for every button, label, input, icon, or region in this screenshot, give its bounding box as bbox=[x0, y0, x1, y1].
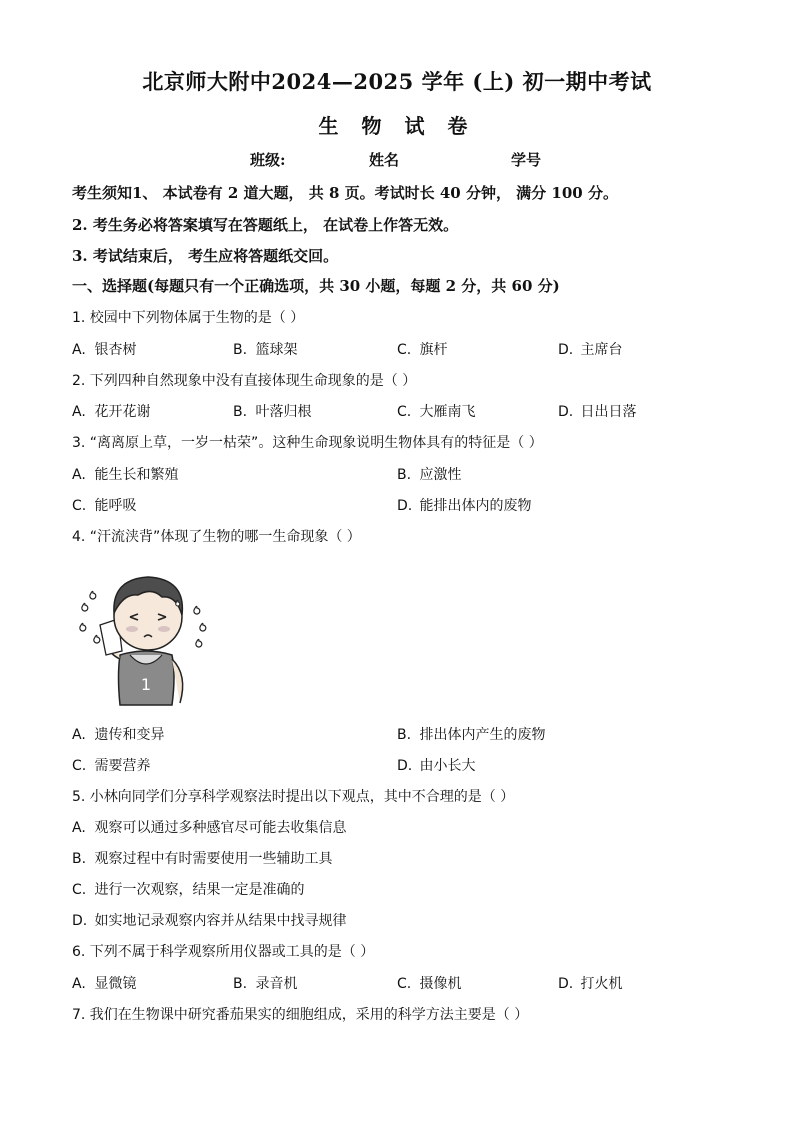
option-text: 大雁南飞 bbox=[419, 404, 476, 420]
class-label: 班级: bbox=[250, 151, 286, 169]
exam-title: 北京师大附中2024—2025 学年 (上) 初一期中考试 bbox=[142, 69, 652, 94]
option-text: 篮球架 bbox=[255, 342, 298, 358]
option-label: B. bbox=[397, 727, 412, 743]
q5-option-d bbox=[72, 910, 346, 930]
question-6-stem: 6. 下列不属于科学观察所用仪器或工具的是（ ） bbox=[72, 944, 375, 960]
option-label: C. bbox=[72, 498, 87, 514]
question-3-stem: 3. “离离原上草，一岁一枯荣”。这种生命现象说明生物体具有的特征是（ ） bbox=[72, 435, 543, 451]
q1-option-c bbox=[397, 339, 447, 359]
notice-line-3: 3. 考试结束后， 考生应将答题纸交回。 bbox=[72, 247, 339, 265]
section-heading: 一、选择题(每题只有一个正确选项，共 30 小题，每题 2 分，共 60 分) bbox=[72, 277, 560, 295]
option-text: 录音机 bbox=[255, 976, 298, 992]
option-label: A. bbox=[72, 976, 86, 992]
question-5-stem: 5. 小林向同学们分享科学观察法时提出以下观点，其中不合理的是（ ） bbox=[72, 789, 515, 805]
q5-option-c bbox=[72, 879, 304, 899]
option-label: C. bbox=[397, 342, 412, 358]
option-text: 由小长大 bbox=[419, 758, 476, 774]
q6-option-a bbox=[72, 973, 136, 993]
q1-option-a bbox=[72, 339, 136, 359]
option-label: A. bbox=[72, 342, 86, 358]
q4-option-d bbox=[397, 755, 475, 775]
q2-option-b bbox=[233, 401, 311, 421]
q3-option-a bbox=[72, 464, 178, 484]
option-text: 进行一次观察，结果一定是准确的 bbox=[94, 882, 305, 898]
option-label: A. bbox=[72, 467, 86, 483]
sweating-boy-figure bbox=[72, 555, 212, 710]
q3-option-d bbox=[397, 495, 531, 515]
option-text: 花开花谢 bbox=[94, 404, 151, 420]
q6-option-d bbox=[558, 973, 622, 993]
option-text: 显微镜 bbox=[94, 976, 137, 992]
option-text: 观察过程中有时需要使用一些辅助工具 bbox=[94, 851, 333, 867]
option-text: 遗传和变异 bbox=[94, 727, 165, 743]
option-label: D. bbox=[558, 976, 574, 992]
option-label: B. bbox=[233, 976, 248, 992]
option-text: 叶落归根 bbox=[255, 404, 312, 420]
q4-option-a bbox=[72, 724, 164, 744]
option-label: D. bbox=[397, 758, 413, 774]
option-text: 摄像机 bbox=[419, 976, 462, 992]
q6-option-c bbox=[397, 973, 461, 993]
option-text: 排出体内产生的废物 bbox=[419, 727, 546, 743]
option-text: 旗杆 bbox=[419, 342, 448, 358]
option-label: A. bbox=[72, 727, 86, 743]
option-text: 能排出体内的废物 bbox=[419, 498, 532, 514]
q5-option-b bbox=[72, 848, 332, 868]
option-text: 银杏树 bbox=[94, 342, 137, 358]
question-7-stem: 7. 我们在生物课中研究番茄果实的细胞组成，采用的科学方法主要是（ ） bbox=[72, 1007, 529, 1023]
q1-option-d bbox=[558, 339, 622, 359]
q1-option-b bbox=[233, 339, 297, 359]
name-label: 姓名 bbox=[369, 151, 400, 169]
q2-option-a bbox=[72, 401, 150, 421]
option-text: 日出日落 bbox=[580, 404, 637, 420]
q2-option-c bbox=[397, 401, 475, 421]
question-4-stem: 4. “汗流浃背”体现了生物的哪一生命现象（ ） bbox=[72, 529, 361, 545]
option-label: D. bbox=[558, 342, 574, 358]
exam-subtitle: 生 物 试 卷 bbox=[318, 114, 476, 138]
option-text: 应激性 bbox=[419, 467, 462, 483]
notice-line-1: 考生须知1、 本试卷有 2 道大题， 共 8 页。考试时长 40 分钟， 满分 100 分。 bbox=[72, 184, 618, 202]
q4-option-b bbox=[397, 724, 545, 744]
q2-option-d bbox=[558, 401, 636, 421]
option-text: 如实地记录观察内容并从结果中找寻规律 bbox=[94, 913, 347, 929]
q3-option-b bbox=[397, 464, 461, 484]
option-text: 需要营养 bbox=[94, 758, 151, 774]
option-text: 主席台 bbox=[580, 342, 623, 358]
option-text: 能生长和繁殖 bbox=[94, 467, 179, 483]
q5-option-a bbox=[72, 817, 346, 837]
option-label: D. bbox=[72, 913, 88, 929]
option-label: B. bbox=[233, 342, 248, 358]
question-2-stem: 2. 下列四种自然现象中没有直接体现生命现象的是（ ） bbox=[72, 373, 417, 389]
option-label: C. bbox=[397, 976, 412, 992]
option-label: C. bbox=[397, 404, 412, 420]
option-label: B. bbox=[397, 467, 412, 483]
option-label: D. bbox=[558, 404, 574, 420]
option-text: 打火机 bbox=[580, 976, 623, 992]
option-label: D. bbox=[397, 498, 413, 514]
option-label: A. bbox=[72, 820, 86, 836]
option-label: B. bbox=[72, 851, 87, 867]
student-id-label: 学号 bbox=[511, 151, 542, 169]
option-text: 能呼吸 bbox=[94, 498, 137, 514]
option-text: 观察可以通过多种感官尽可能去收集信息 bbox=[94, 820, 347, 836]
sweating-boy-illustration bbox=[72, 555, 212, 710]
jersey-number: 1 bbox=[140, 675, 152, 694]
option-label: A. bbox=[72, 404, 86, 420]
question-1-stem: 1. 校园中下列物体属于生物的是（ ） bbox=[72, 310, 305, 326]
q4-option-c bbox=[72, 755, 150, 775]
q6-option-b bbox=[233, 973, 297, 993]
notice-line-2: 2. 考生务必将答案填写在答题纸上， 在试卷上作答无效。 bbox=[72, 216, 459, 234]
option-label: B. bbox=[233, 404, 248, 420]
option-label: C. bbox=[72, 758, 87, 774]
option-label: C. bbox=[72, 882, 87, 898]
q3-option-c bbox=[72, 495, 136, 515]
